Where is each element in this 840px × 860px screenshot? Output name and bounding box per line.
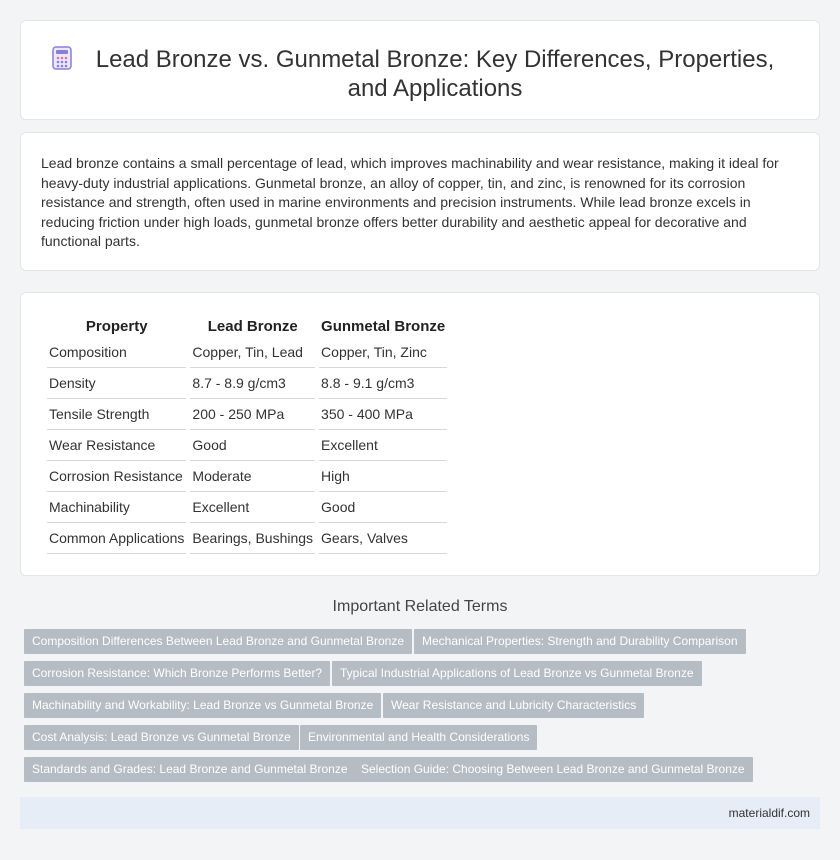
related-term-tag[interactable]: Cost Analysis: Lead Bronze vs Gunmetal Bronze bbox=[24, 725, 299, 750]
related-term-tag[interactable]: Machinability and Workability: Lead Bronze vs Gunmetal Bronze bbox=[24, 693, 381, 718]
table-cell: 8.8 - 9.1 g/cm3 bbox=[319, 368, 447, 399]
table-header-row bbox=[47, 315, 447, 337]
table-cell: Common Applications bbox=[47, 523, 186, 554]
related-term-tag[interactable]: Environmental and Health Considerations bbox=[300, 725, 537, 750]
column-header-lead-bronze: Lead Bronze bbox=[207, 317, 298, 335]
table-row bbox=[47, 368, 447, 399]
table-cell: High bbox=[319, 461, 447, 492]
table-cell: Bearings, Bushings bbox=[190, 523, 315, 554]
table-cell: 350 - 400 MPa bbox=[319, 399, 447, 430]
related-term-tag[interactable]: Typical Industrial Applications of Lead Bronze vs Gunmetal Bronze bbox=[332, 661, 702, 686]
column-header-property: Property bbox=[85, 317, 148, 335]
table-cell: 8.7 - 8.9 g/cm3 bbox=[190, 368, 315, 399]
footer-bar bbox=[20, 797, 820, 829]
table-cell: Wear Resistance bbox=[47, 430, 186, 461]
related-term-tag[interactable]: Wear Resistance and Lubricity Characteristics bbox=[383, 693, 644, 718]
intro-paragraph: Lead bronze contains a small percentage of lead, which improves machinability and wear resistance, making it ideal for heavy-duty industrial applications. Gunmetal bronze, an alloy of copper, tin, and zinc, is renowned for its corrosion resistance and strength, often used in marine environments and precision instruments. While lead bronze excels in reducing friction under high loads, gunmetal bronze offers better durability and aesthetic appeal for decorative and functional parts. bbox=[41, 155, 779, 249]
related-term-tag[interactable]: Mechanical Properties: Strength and Durability Comparison bbox=[414, 629, 746, 654]
table-cell: Copper, Tin, Lead bbox=[190, 337, 315, 368]
related-term-tag[interactable]: Selection Guide: Choosing Between Lead Bronze and Gunmetal Bronze bbox=[353, 757, 753, 782]
table-cell: Corrosion Resistance bbox=[47, 461, 186, 492]
comparison-table bbox=[43, 315, 451, 554]
related-term-tag[interactable]: Corrosion Resistance: Which Bronze Performs Better? bbox=[24, 661, 330, 686]
table-cell: Copper, Tin, Zinc bbox=[319, 337, 447, 368]
table-row bbox=[47, 337, 447, 368]
table-row bbox=[47, 461, 447, 492]
footer-site-link[interactable]: materialdif.com bbox=[728, 806, 810, 820]
table-row bbox=[47, 523, 447, 554]
table-cell: Good bbox=[190, 430, 315, 461]
table-cell: Tensile Strength bbox=[47, 399, 186, 430]
table-cell: 200 - 250 MPa bbox=[190, 399, 315, 430]
table-cell: Density bbox=[47, 368, 186, 399]
header-card bbox=[20, 20, 820, 120]
related-term-tag[interactable]: Standards and Grades: Lead Bronze and Gunmetal Bronze bbox=[24, 757, 356, 782]
intro-card bbox=[20, 132, 820, 271]
table-cell: Composition bbox=[47, 337, 186, 368]
table-cell: Machinability bbox=[47, 492, 186, 523]
table-row bbox=[47, 399, 447, 430]
page-title: Lead Bronze vs. Gunmetal Bronze: Key Differences, Properties, and Applications bbox=[95, 46, 775, 102]
table-cell: Excellent bbox=[190, 492, 315, 523]
table-cell: Gears, Valves bbox=[319, 523, 447, 554]
column-header-gunmetal-bronze: Gunmetal Bronze bbox=[321, 317, 446, 335]
related-terms-heading: Important Related Terms bbox=[332, 598, 508, 615]
table-row bbox=[47, 430, 447, 461]
related-term-tag[interactable]: Composition Differences Between Lead Bronze and Gunmetal Bronze bbox=[24, 629, 412, 654]
table-row bbox=[47, 492, 447, 523]
table-cell: Moderate bbox=[190, 461, 315, 492]
comparison-table-card bbox=[20, 292, 820, 576]
table-cell: Good bbox=[319, 492, 447, 523]
table-cell: Excellent bbox=[319, 430, 447, 461]
